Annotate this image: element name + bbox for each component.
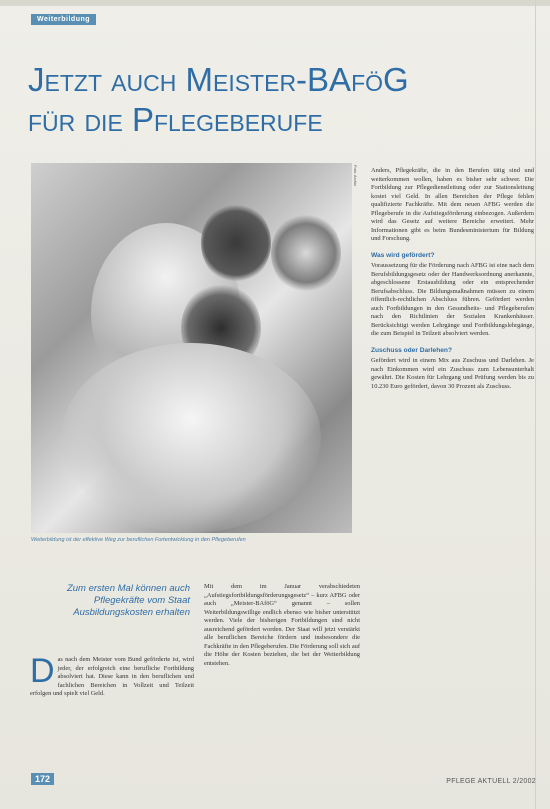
subhead-zuschuss-oder-darlehen: Zuschuss oder Darlehen? <box>371 346 452 354</box>
page-edge-line <box>535 0 536 809</box>
subhead-was-wird-gefoerdert: Was wird gefördert? <box>371 251 435 259</box>
journal-footer: PFLEGE AKTUELL 2/2002 <box>446 778 536 785</box>
text-column-1 <box>30 652 194 699</box>
photo-figure-head <box>201 203 271 283</box>
title-line-1: Jetzt auch Meister-BAföG <box>28 61 409 98</box>
photo-figure-body <box>61 343 321 533</box>
article-photo <box>31 163 352 533</box>
pull-quote: Zum ersten Mal können auch Pflegekräfte vom Staat Ausbildungskosten erhalten <box>66 583 190 618</box>
column-1-text: as nach dem Meister vom Bund geförderte ist, wird jeder, der erfolgreich eine berufliche Fortbildung absolviert hat. Diese kann in den beruflichen und fachlichen Bereichen in Vollzeit und Teilzeit erfolgen und spielt viel Geld. <box>30 656 194 697</box>
column-2-text: Mit dem im Januar verabschiedeten „Aufstiegsfortbildungsförderungsgesetz“ – kurz AFBG oder auch „Meister-BAföG“ genannt – sollen Weiterbildungswillige endlich ebenso wie bisher unterstützt werden. Viele der bisherigen Fortbildungen sind nicht ausreichend gefördert worden. Der Staat will jetzt verstärkt alle beruflichen Bereiche fördern und insbesondere die Fachkräfte in den Pflegeberufen. Die Förderung soll sich auf die Höhe der Kosten beziehen, die bei der Weiterbildung entstehen. <box>204 583 360 667</box>
photo-figure-doctor <box>271 213 341 293</box>
column-3-text-2: Gefördert wird in einem Mix aus Zuschuss und Darlehen. Je nach Einkommen wird ein Zuschuss zum Lebensunterhalt gewährt. Die Kosten für Lehrgang und Prüfung werden bis zu 10.230 Euro gefördert, davon 30 Prozent als Zuschuss. <box>371 357 534 390</box>
text-column-2 <box>204 583 360 668</box>
title-line-2: für die Pflegeberufe <box>28 101 323 138</box>
top-band <box>0 0 550 6</box>
article-title <box>28 60 448 140</box>
drop-cap: D <box>30 652 55 690</box>
text-column-3 <box>371 167 534 391</box>
photo-credit: Foto: Archiv <box>353 165 358 187</box>
section-tag: Weiterbildung <box>31 14 96 25</box>
page-number: 172 <box>31 773 54 785</box>
column-3-intro: Anders, Pflegekräfte, die in den Berufen tätig sind und weiterkommen wollen, haben es bisher sehr schwer. Die Fortbildung zur Pflegedienstleitung oder zur Stationsleitung kostet viel Geld. In allen Bereichen der Pflege fehlen qualifizierte Fachkräfte. Mit dem neuen AFBG werden die Pflegeberufe in die Aufstiegsförderung einbezogen. Außerdem wird das Gesetz auf weitere Bereiche erweitert. Mehr Informationen gibt es beim Bundesministerium für Bildung und Forschung. <box>371 167 534 242</box>
photo-caption: Weiterbildung ist der effektive Weg zur beruflichen Fortentwicklung in den Pflegeberufen <box>31 537 246 543</box>
column-3-text-1: Voraussetzung für die Förderung nach AFBG ist eine nach dem Berufsbildungsgesetz oder der Handwerksordnung anerkannte, abgeschlossene Erstausbildung oder ein entsprechender Berufsabschluss. Die Bildungsmaßnahmen müssen zu einem öffentlich-rechtlichen Abschluss führen. Gefördert werden auch Fortbildungen in den Gesundheits- und Pflegeberufen nach den Richtlinien der Sozialen Krankenhäuser. Berücksichtigt werden Lehrgänge und Fortbildungslehrgänge, die zum Beispiel in Teilzeit absolviert werden. <box>371 262 534 337</box>
